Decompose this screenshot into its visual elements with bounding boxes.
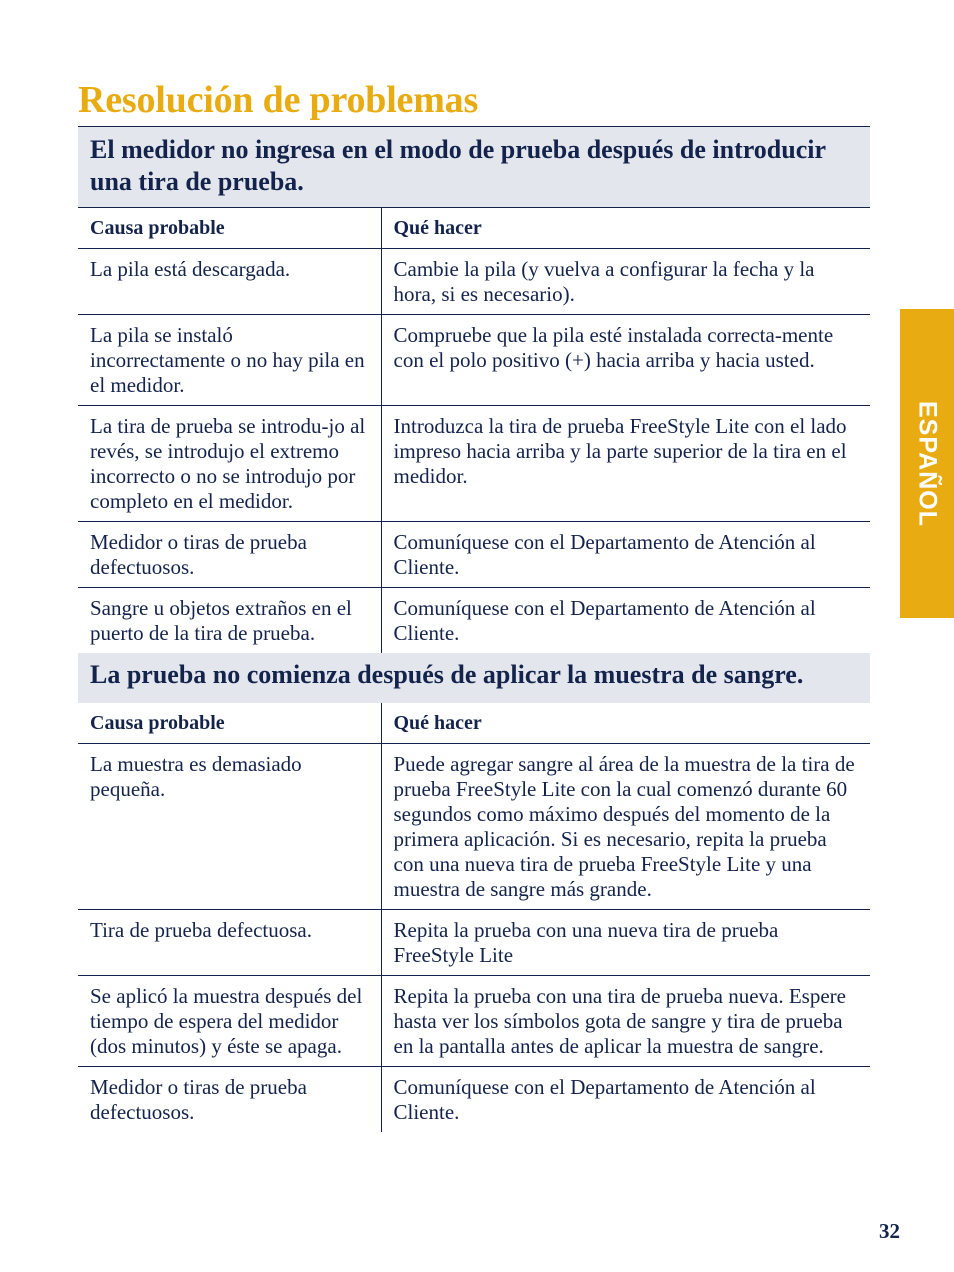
column-header-action: Qué hacer [393, 217, 482, 239]
action-cell: Compruebe que la pila esté instalada correcta-mente con el polo positivo (+) hacia arriba y hacia usted. [393, 323, 834, 372]
language-side-tab [900, 309, 954, 618]
table-row [78, 910, 870, 976]
table-header-row [78, 208, 870, 249]
cause-cell: Medidor o tiras de prueba defectuosos. [78, 522, 381, 588]
section-heading-test-not-start: La prueba no comienza después de aplicar la muestra de sangre. [78, 653, 870, 703]
cause-cell: Medidor o tiras de prueba defectuosos. [78, 1067, 381, 1133]
page-title: Resolución de problemas [78, 79, 479, 121]
troubleshooting-table-no-test-mode [78, 207, 870, 653]
cause-cell: Tira de prueba defectuosa. [78, 910, 381, 976]
page-number: 32 [879, 1219, 900, 1243]
table-row [78, 315, 870, 406]
action-cell: Puede agregar sangre al área de la muestra de la tira de prueba FreeStyle Lite con la cual comenzó durante 60 segundos como máximo después del momento de la primera aplicación. Si es necesario, repita la prueba con una nueva tira de prueba FreeStyle Lite y una muestra de sangre más grande. [393, 752, 855, 901]
cause-cell: La pila está descargada. [78, 249, 381, 315]
column-header-cause: Causa probable [78, 703, 381, 744]
section-heading-no-test-mode: El medidor no ingresa en el modo de prueba después de introducir una tira de prueba. [78, 126, 870, 207]
cause-cell: La pila se instaló incorrectamente o no hay pila en el medidor. [78, 315, 381, 406]
table-row [78, 406, 870, 522]
action-cell: Cambie la pila (y vuelva a configurar la fecha y la hora, si es necesario). [393, 257, 815, 306]
action-cell: Introduzca la tira de prueba FreeStyle Lite con el lado impreso hacia arriba y la parte superior de la tira en el medidor. [393, 414, 847, 488]
troubleshooting-content [78, 126, 870, 1132]
cause-cell: Se aplicó la muestra después del tiempo de espera del medidor (dos minutos) y éste se apaga. [78, 976, 381, 1067]
table-row [78, 588, 870, 654]
action-cell: Comuníquese con el Departamento de Atención al Cliente. [393, 596, 816, 645]
table-row [78, 1067, 870, 1133]
cause-cell: Sangre u objetos extraños en el puerto de la tira de prueba. [78, 588, 381, 654]
action-cell: Comuníquese con el Departamento de Atención al Cliente. [393, 530, 816, 579]
table-row [78, 976, 870, 1067]
troubleshooting-table-test-not-start [78, 703, 870, 1132]
table-header-row [78, 703, 870, 744]
action-cell: Repita la prueba con una tira de prueba nueva. Espere hasta ver los símbolos gota de sangre y tira de prueba en la pantalla antes de aplicar la muestra de sangre. [393, 984, 846, 1058]
action-cell: Repita la prueba con una nueva tira de prueba FreeStyle Lite [393, 918, 779, 967]
cause-cell: La tira de prueba se introdu-jo al revés, se introdujo el extremo incorrecto o no se introdujo por completo en el medidor. [78, 406, 381, 522]
cause-cell: La muestra es demasiado pequeña. [78, 744, 381, 910]
table-row [78, 744, 870, 910]
action-cell: Comuníquese con el Departamento de Atención al Cliente. [393, 1075, 816, 1124]
table-row [78, 522, 870, 588]
column-header-action: Qué hacer [393, 712, 482, 734]
language-side-tab-label: ESPAÑOL [913, 400, 942, 527]
column-header-cause: Causa probable [78, 208, 381, 249]
table-row [78, 249, 870, 315]
